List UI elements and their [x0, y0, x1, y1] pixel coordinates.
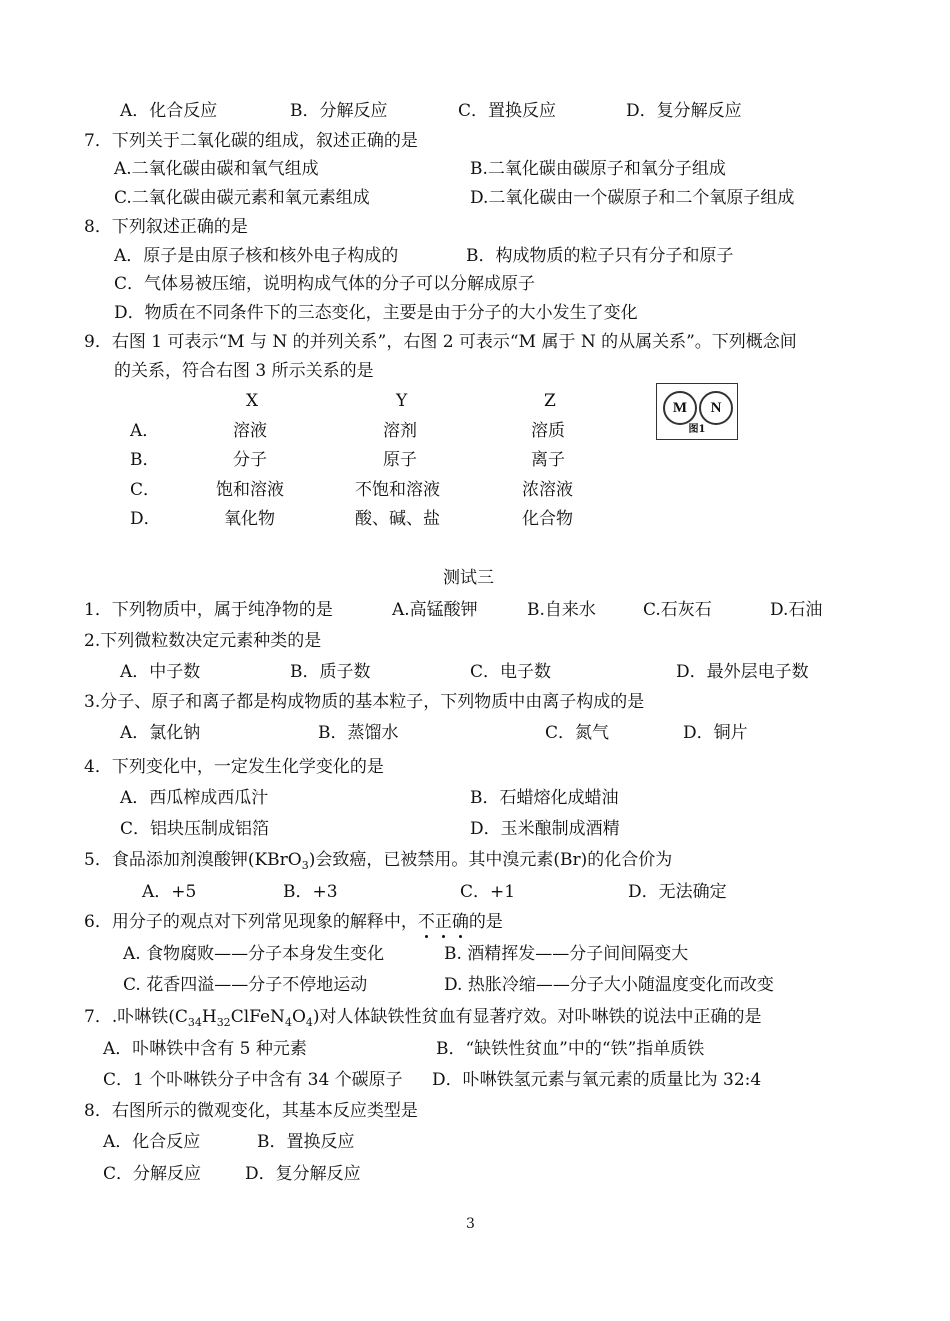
t3-q6-option-d: D. 热胀冷缩——分子大小随温度变化而改变 — [444, 975, 774, 995]
section-title: 测试三 — [443, 568, 494, 588]
q9-header-z: Z — [544, 391, 556, 411]
t3-q5-stem-b: )会致癌，已被禁用。其中溴元素(Br)的化合价为 — [308, 850, 673, 870]
t3-q5-stem-sub: 3 — [301, 859, 309, 872]
t3-q8-option-c: C．分解反应 — [103, 1164, 202, 1184]
t3-q3-stem: 3.分子、原子和离子都是构成物质的基本粒子，下列物质中由离子构成的是 — [84, 692, 645, 712]
q9-row-a-y: 溶剂 — [383, 421, 417, 441]
t3-q3-option-c: C．氮气 — [545, 723, 610, 743]
q9-row-b-x: 分子 — [233, 450, 267, 470]
t3-q7-option-c: C．1 个卟啉铁分子中含有 34 个碳原子 — [103, 1070, 403, 1090]
prev-q7-option-d: D.二氧化碳由一个碳原子和二个氧原子组成 — [470, 188, 795, 208]
prev-q6-option-b: B．分解反应 — [290, 101, 388, 121]
prev-q7-option-b: B.二氧化碳由碳原子和氧分子组成 — [470, 159, 726, 179]
t3-q2-option-a: A．中子数 — [120, 662, 201, 682]
prev-q6-option-a: A．化合反应 — [120, 101, 218, 121]
q9-row-c-z: 浓溶液 — [522, 480, 573, 500]
t3-q5-option-b: B．+3 — [283, 882, 338, 902]
prev-q7-option-a: A.二氧化碳由碳和氧气组成 — [114, 159, 319, 179]
figure-1 — [656, 383, 738, 440]
t3-q7-option-a: A．卟啉铁中含有 5 种元素 — [103, 1039, 307, 1059]
q9-row-c-x: 饱和溶液 — [216, 480, 284, 500]
t3-q2-option-d: D．最外层电子数 — [676, 662, 809, 682]
t3-q7-sub-2: 32 — [216, 1016, 231, 1029]
q9-row-b-z: 离子 — [531, 450, 565, 470]
t3-q5-stem-a: 5．食品添加剂溴酸钾(KBrO — [84, 850, 302, 870]
t3-q2-option-b: B．质子数 — [290, 662, 371, 682]
page-number: 3 — [466, 1216, 475, 1232]
t3-q6-emph-2: 正 — [434, 912, 452, 932]
t3-q7-stem-b: )对人体缺铁性贫血有显著疗效。对卟啉铁的说法中正确的是 — [312, 1007, 762, 1027]
t3-q3-option-b: B．蒸馏水 — [318, 723, 399, 743]
t3-q6-option-c: C. 花香四溢——分子不停地运动 — [123, 975, 368, 995]
q9-row-d-y: 酸、碱、盐 — [355, 509, 440, 529]
t3-q8-option-a: A．化合反应 — [103, 1132, 201, 1152]
figure-circle-n: N — [699, 391, 733, 425]
t3-q6-emph-1: 不 — [417, 912, 435, 932]
t3-q7-sub-1: 34 — [187, 1016, 202, 1029]
prev-q7-stem: 7．下列关于二氧化碳的组成，叙述正确的是 — [84, 131, 418, 151]
t3-q7-option-b: B．“缺铁性贫血”中的“铁”指单质铁 — [436, 1039, 705, 1059]
t3-q2-option-c: C．电子数 — [470, 662, 552, 682]
q9-header-x: X — [246, 391, 259, 411]
t3-q2-stem: 2.下列微粒数决定元素种类的是 — [84, 631, 322, 651]
t3-q6-option-a: A. 食物腐败——分子本身发生变化 — [123, 944, 385, 964]
prev-q8-option-d: D．物质在不同条件下的三态变化，主要是由于分子的大小发生了变化 — [114, 303, 638, 323]
prev-q8-option-c: C．气体易被压缩，说明构成气体的分子可以分解成原子 — [114, 274, 536, 294]
q9-row-c-label: C． — [130, 480, 161, 500]
t3-q3-option-a: A．氯化钠 — [120, 723, 201, 743]
t3-q1-option-b: B.自来水 — [527, 600, 596, 620]
prev-q8-stem: 8．下列叙述正确的是 — [84, 217, 248, 237]
prev-q9-stem-line2: 的关系，符合右图 3 所示关系的是 — [114, 361, 374, 381]
prev-q7-option-c: C.二氧化碳由碳元素和氧元素组成 — [114, 188, 370, 208]
prev-q9-stem-line1: 9．右图 1 可表示“M 与 N 的并列关系”，右图 2 可表示“M 属于 N 的从属关系”。下列概念间 — [84, 332, 797, 352]
t3-q1-option-a: A.高锰酸钾 — [392, 600, 478, 620]
t3-q4-option-c: C．铝块压制成铝箔 — [120, 819, 270, 839]
q9-row-b-label: B． — [130, 450, 160, 470]
figure-circle-m: M — [663, 391, 697, 425]
t3-q6-stem-b: 的是 — [468, 912, 503, 932]
t3-q1-stem: 1．下列物质中，属于纯净物的是 — [84, 600, 333, 620]
t3-q6-stem-a: 6．用分子的观点对下列常见现象的解释中， — [84, 912, 418, 932]
t3-q1-option-d: D.石油 — [770, 600, 823, 620]
t3-q7-text-2: ClFeN — [230, 1007, 285, 1027]
q9-row-d-label: D． — [130, 509, 161, 529]
t3-q7-option-d: D．卟啉铁氢元素与氧元素的质量比为 32:4 — [432, 1070, 762, 1090]
prev-q8-option-a: A．原子是由原子核和核外电子构成的 — [114, 246, 399, 266]
t3-q7-sub-3: 4 — [284, 1016, 292, 1029]
t3-q6-stem — [84, 914, 503, 931]
t3-q6-emph-3: 确 — [451, 912, 469, 932]
prev-q6-option-d: D．复分解反应 — [626, 101, 742, 121]
q9-header-y: Y — [396, 391, 408, 411]
t3-q4-option-a: A．西瓜榨成西瓜汁 — [120, 788, 269, 808]
t3-q5-option-c: C．+1 — [460, 882, 516, 902]
prev-q6-option-c: C．置换反应 — [458, 101, 557, 121]
t3-q6-option-b: B. 酒精挥发——分子间间隔变大 — [444, 944, 689, 964]
q9-row-a-x: 溶液 — [233, 421, 267, 441]
t3-q4-option-b: B．石蜡熔化成蜡油 — [470, 788, 619, 808]
q9-row-b-y: 原子 — [383, 450, 417, 470]
t3-q4-stem: 4．下列变化中，一定发生化学变化的是 — [84, 757, 384, 777]
t3-q5-stem — [84, 850, 673, 872]
t3-q1-option-c: C.石灰石 — [643, 600, 712, 620]
prev-q8-option-b: B．构成物质的粒子只有分子和原子 — [466, 246, 734, 266]
q9-row-c-y: 不饱和溶液 — [355, 480, 440, 500]
t3-q8-option-b: B．置换反应 — [257, 1132, 355, 1152]
q9-row-a-label: A． — [130, 421, 160, 441]
t3-q7-sub-4: 4 — [305, 1016, 313, 1029]
t3-q7-text-3: O — [291, 1007, 306, 1027]
t3-q7-stem — [84, 1007, 762, 1029]
t3-q8-stem: 8．右图所示的微观变化，其基本反应类型是 — [84, 1101, 418, 1121]
t3-q3-option-d: D．铜片 — [683, 723, 748, 743]
q9-row-d-x: 氧化物 — [224, 509, 275, 529]
t3-q7-text-1: H — [201, 1007, 217, 1027]
q9-row-a-z: 溶质 — [531, 421, 565, 441]
t3-q5-option-d: D．无法确定 — [628, 882, 727, 902]
t3-q7-stem-a: 7．.卟啉铁(C — [84, 1007, 188, 1027]
t3-q5-option-a: A．+5 — [142, 882, 197, 902]
t3-q4-option-d: D．玉米酿制成酒精 — [470, 819, 620, 839]
q9-row-d-z: 化合物 — [522, 509, 573, 529]
t3-q8-option-d: D．复分解反应 — [245, 1164, 361, 1184]
figure-caption: 图1 — [688, 424, 706, 435]
